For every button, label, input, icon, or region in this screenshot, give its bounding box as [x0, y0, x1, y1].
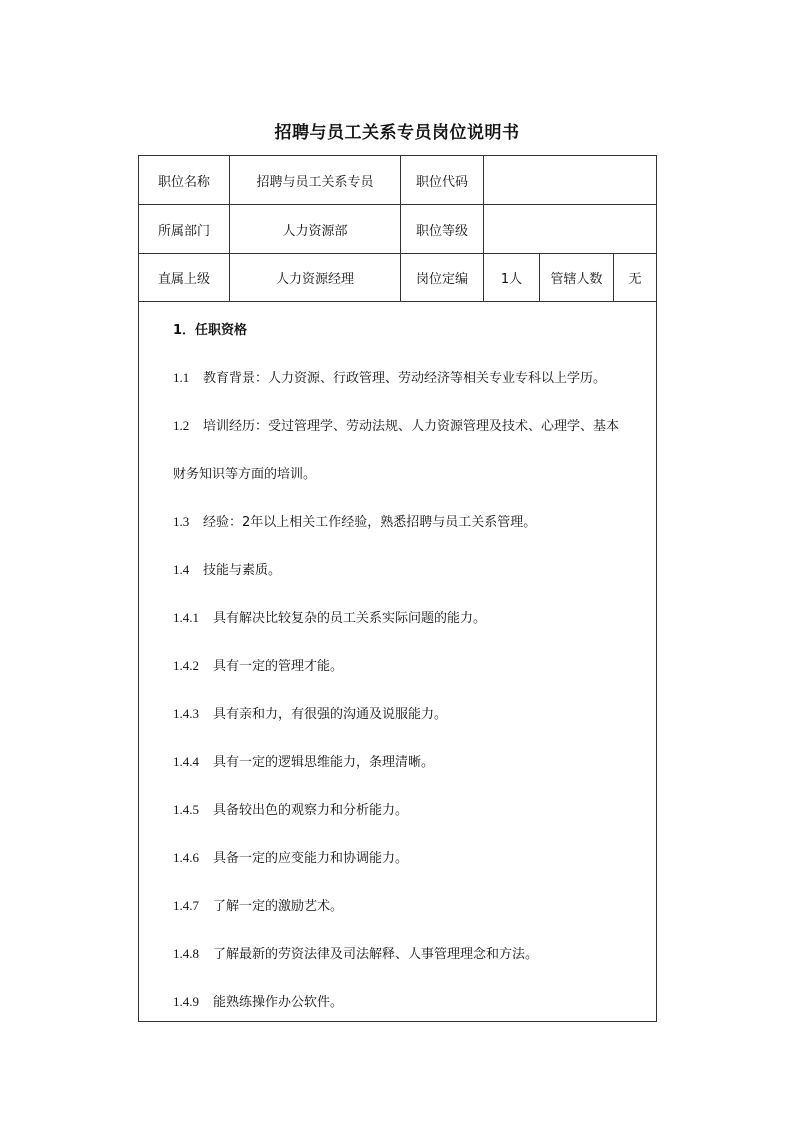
- item-text: 了解一定的激励艺术。: [213, 899, 344, 914]
- item-text: 能熟练操作办公软件。: [213, 995, 344, 1010]
- item-number: 1.4.3: [173, 706, 199, 721]
- headcount-label: 岗位定编: [415, 272, 468, 287]
- position-code-label: 职位代码: [415, 174, 468, 190]
- item-text: 教育背景：人力资源、行政管理、劳动经济等相关专业专科以上学历。: [203, 371, 607, 386]
- qualifications-section: [139, 302, 656, 1021]
- item-number: 1.4.4: [173, 754, 199, 769]
- position-grade-label: 职位等级: [415, 223, 468, 239]
- list-item: [173, 655, 652, 674]
- supervisor-value: 人力资源经理: [275, 272, 354, 287]
- job-description-table: [138, 155, 657, 1022]
- list-item: [173, 703, 652, 722]
- item-number: 1.4.6: [173, 850, 199, 865]
- subordinates-label: 管辖人数: [550, 272, 603, 287]
- list-item: [173, 511, 652, 530]
- list-item: [173, 799, 652, 818]
- headcount-value: 1人: [500, 272, 523, 287]
- position-grade-value: [484, 205, 656, 253]
- list-item: [173, 847, 652, 866]
- item-number: 1.4.8: [173, 946, 199, 961]
- item-number: 1.2: [173, 418, 190, 433]
- position-name-value: 招聘与员工关系专员: [256, 174, 374, 190]
- list-item: [173, 991, 652, 1010]
- section-heading: 1．任职资格: [173, 323, 248, 338]
- item-text: 财务知识等方面的培训。: [173, 467, 317, 482]
- item-text: 经验：2年以上相关工作经验，熟悉招聘与员工关系管理。: [203, 515, 537, 530]
- list-item: [173, 607, 652, 626]
- department-label: 所属部门: [157, 223, 210, 239]
- item-number: 1.4.1: [173, 610, 199, 625]
- item-text: 培训经历：受过管理学、劳动法规、人力资源管理及技术、心理学、基本: [203, 419, 620, 434]
- item-text: 具备较出色的观察力和分析能力。: [213, 803, 409, 818]
- list-item: [173, 367, 652, 386]
- item-text: 具有一定的逻辑思维能力，条理清晰。: [213, 755, 435, 770]
- supervisor-label: 直属上级: [157, 272, 210, 287]
- item-number: 1.4.7: [173, 898, 199, 913]
- item-number: 1.4.2: [173, 658, 199, 673]
- list-item: [173, 943, 652, 962]
- item-text: 具备一定的应变能力和协调能力。: [213, 851, 409, 866]
- item-text: 具有一定的管理才能。: [213, 659, 344, 674]
- item-number: 1.3: [173, 514, 190, 529]
- item-text: 具有解决比较复杂的员工关系实际问题的能力。: [213, 611, 487, 626]
- list-item-continuation: [173, 463, 652, 482]
- position-name-label: 职位名称: [157, 174, 210, 190]
- item-number: 1.4: [173, 562, 190, 577]
- list-item: [173, 895, 652, 914]
- item-number: 1.4.5: [173, 802, 199, 817]
- item-number: 1.1: [173, 370, 190, 385]
- item-text: 具有亲和力，有很强的沟通及说服能力。: [213, 707, 448, 722]
- position-code-value: [484, 156, 656, 204]
- list-item: [173, 415, 652, 434]
- item-text: 技能与素质。: [203, 563, 282, 578]
- item-number: 1.4.9: [173, 994, 199, 1009]
- list-item: [173, 751, 652, 770]
- subordinates-value: 无: [628, 272, 642, 287]
- department-value: 人力资源部: [282, 223, 348, 239]
- item-text: 了解最新的劳资法律及司法解释、人事管理理念和方法。: [213, 947, 539, 962]
- list-item: [173, 559, 652, 578]
- document-title: 招聘与员工关系专员岗位说明书: [274, 123, 520, 143]
